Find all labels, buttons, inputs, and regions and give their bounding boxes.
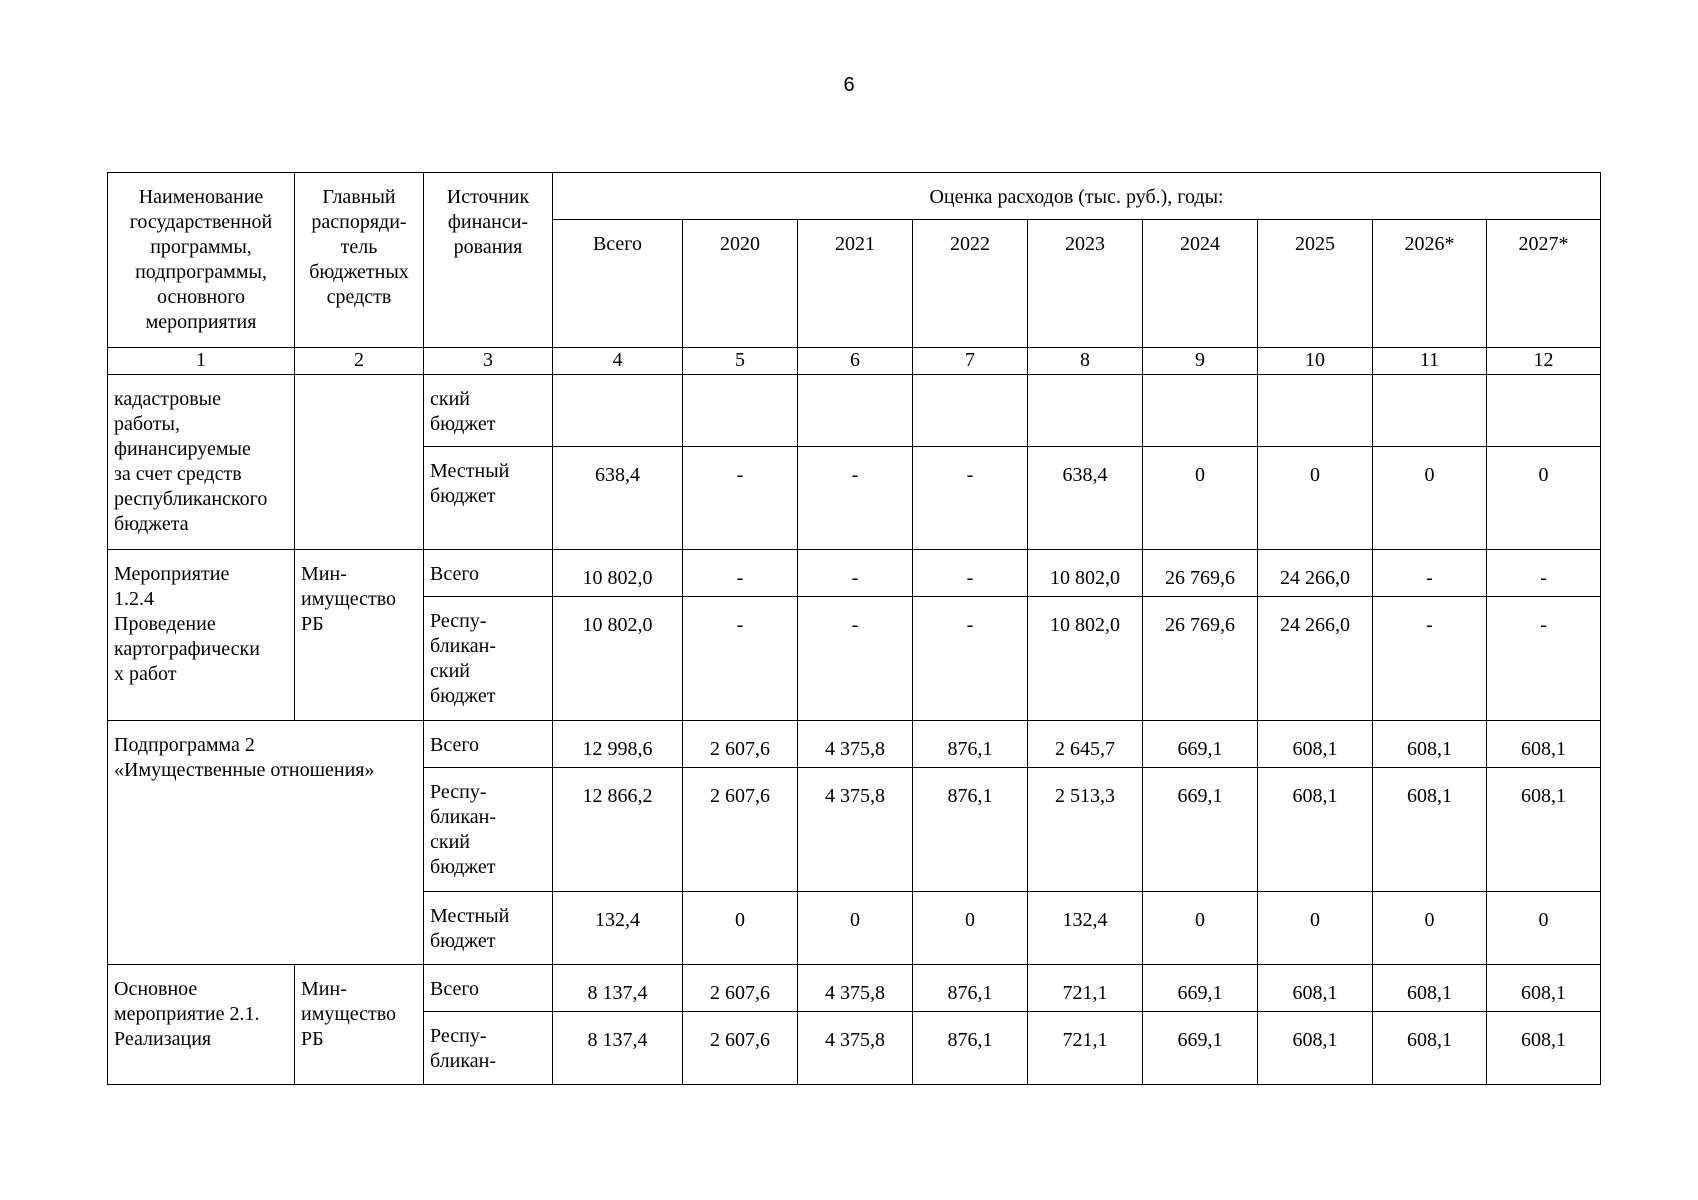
row-administrator: Мин- имущество РБ bbox=[295, 550, 424, 721]
column-number: 9 bbox=[1143, 348, 1258, 375]
table-row bbox=[108, 965, 1601, 1012]
cell-value: 669,1 bbox=[1143, 965, 1258, 1012]
cell-value: 10 802,0 bbox=[1028, 597, 1143, 721]
cell-value: - bbox=[798, 447, 913, 550]
cell-value: - bbox=[798, 550, 913, 597]
cell-value: 4 375,8 bbox=[798, 1012, 913, 1085]
page-number: 6 bbox=[843, 74, 855, 96]
cell-value: 608,1 bbox=[1258, 1012, 1373, 1085]
row-name: кадастровые работы, финансируемые за счет средств республиканского бюджета bbox=[108, 375, 295, 550]
column-number: 2 bbox=[295, 348, 424, 375]
cell-value: 876,1 bbox=[913, 1012, 1028, 1085]
cell-value: 0 bbox=[1143, 892, 1258, 965]
cell-value: 4 375,8 bbox=[798, 965, 913, 1012]
row-administrator bbox=[295, 375, 424, 550]
row-name: Мероприятие 1.2.4 Проведение картографически х работ bbox=[108, 550, 295, 721]
cell-value: - bbox=[913, 597, 1028, 721]
cell-value: 26 769,6 bbox=[1143, 550, 1258, 597]
cell-value: 608,1 bbox=[1487, 768, 1601, 892]
cell-value: 608,1 bbox=[1373, 1012, 1487, 1085]
header-year: 2023 bbox=[1028, 220, 1143, 348]
cell-value bbox=[798, 375, 913, 447]
row-source: Местный бюджет bbox=[424, 447, 553, 550]
cell-value: 876,1 bbox=[913, 965, 1028, 1012]
row-source: Респу- бликан- bbox=[424, 1012, 553, 1085]
header-year: 2020 bbox=[683, 220, 798, 348]
cell-value: 876,1 bbox=[913, 768, 1028, 892]
cell-value: 608,1 bbox=[1487, 721, 1601, 768]
cell-value: - bbox=[1373, 597, 1487, 721]
cell-value: 2 513,3 bbox=[1028, 768, 1143, 892]
cell-value: 132,4 bbox=[553, 892, 683, 965]
cell-value: 608,1 bbox=[1258, 965, 1373, 1012]
cell-value: 0 bbox=[1258, 447, 1373, 550]
cell-value: 10 802,0 bbox=[553, 550, 683, 597]
cell-value: 608,1 bbox=[1487, 965, 1601, 1012]
cell-value: - bbox=[1487, 550, 1601, 597]
cell-value: 608,1 bbox=[1373, 965, 1487, 1012]
cell-value: 608,1 bbox=[1258, 768, 1373, 892]
column-number: 12 bbox=[1487, 348, 1601, 375]
cell-value: 0 bbox=[1487, 892, 1601, 965]
cell-value: - bbox=[683, 447, 798, 550]
cell-value: 0 bbox=[913, 892, 1028, 965]
cell-value: 10 802,0 bbox=[1028, 550, 1143, 597]
column-number: 1 bbox=[108, 348, 295, 375]
column-number: 4 bbox=[553, 348, 683, 375]
cell-value bbox=[1373, 375, 1487, 447]
table-row bbox=[108, 550, 1601, 597]
cell-value bbox=[1143, 375, 1258, 447]
column-numbers-row bbox=[108, 348, 1601, 375]
row-source: Всего bbox=[424, 550, 553, 597]
cell-value: - bbox=[1373, 550, 1487, 597]
cell-value: 2 607,6 bbox=[683, 965, 798, 1012]
cell-value bbox=[683, 375, 798, 447]
cell-value: 721,1 bbox=[1028, 1012, 1143, 1085]
cell-value: 608,1 bbox=[1258, 721, 1373, 768]
column-number: 8 bbox=[1028, 348, 1143, 375]
cell-value: 10 802,0 bbox=[553, 597, 683, 721]
row-source: Респу- бликан- ский бюджет bbox=[424, 768, 553, 892]
cell-value: 26 769,6 bbox=[1143, 597, 1258, 721]
cell-value: 669,1 bbox=[1143, 768, 1258, 892]
cell-value bbox=[553, 375, 683, 447]
cell-value: 12 866,2 bbox=[553, 768, 683, 892]
column-number: 11 bbox=[1373, 348, 1487, 375]
cell-value: - bbox=[913, 447, 1028, 550]
row-source: Всего bbox=[424, 965, 553, 1012]
cell-value: 24 266,0 bbox=[1258, 597, 1373, 721]
row-source: Респу- бликан- ский бюджет bbox=[424, 597, 553, 721]
header-total: Всего bbox=[553, 220, 683, 348]
cell-value: 638,4 bbox=[1028, 447, 1143, 550]
cell-value: 0 bbox=[1258, 892, 1373, 965]
table-row bbox=[108, 721, 1601, 768]
cell-value: 0 bbox=[683, 892, 798, 965]
row-source: ский бюджет bbox=[424, 375, 553, 447]
cell-value: 8 137,4 bbox=[553, 1012, 683, 1085]
row-name: Основное мероприятие 2.1. Реализация bbox=[108, 965, 295, 1085]
cell-value: 669,1 bbox=[1143, 721, 1258, 768]
cell-value: 2 645,7 bbox=[1028, 721, 1143, 768]
cell-value: - bbox=[798, 597, 913, 721]
cell-value: 2 607,6 bbox=[683, 768, 798, 892]
header-funding-source: Источник финанси- рования bbox=[424, 173, 553, 348]
cell-value: 2 607,6 bbox=[683, 1012, 798, 1085]
row-source: Местный бюджет bbox=[424, 892, 553, 965]
header-year: 2021 bbox=[798, 220, 913, 348]
cell-value: 0 bbox=[798, 892, 913, 965]
cell-value: 876,1 bbox=[913, 721, 1028, 768]
row-source: Всего bbox=[424, 721, 553, 768]
header-year: 2027* bbox=[1487, 220, 1601, 348]
cell-value: 0 bbox=[1373, 892, 1487, 965]
header-year: 2026* bbox=[1373, 220, 1487, 348]
cell-value: - bbox=[913, 550, 1028, 597]
cell-value: 8 137,4 bbox=[553, 965, 683, 1012]
cell-value: 132,4 bbox=[1028, 892, 1143, 965]
cell-value: 721,1 bbox=[1028, 965, 1143, 1012]
column-number: 6 bbox=[798, 348, 913, 375]
column-number: 10 bbox=[1258, 348, 1373, 375]
budget-table bbox=[107, 172, 1601, 1085]
header-year: 2022 bbox=[913, 220, 1028, 348]
header-administrator: Главный распоряди- тель бюджетных средств bbox=[295, 173, 424, 348]
cell-value: 608,1 bbox=[1373, 721, 1487, 768]
cell-value: 669,1 bbox=[1143, 1012, 1258, 1085]
cell-value: 12 998,6 bbox=[553, 721, 683, 768]
cell-value bbox=[913, 375, 1028, 447]
row-administrator: Мин- имущество РБ bbox=[295, 965, 424, 1085]
row-name: Подпрограмма 2 «Имущественные отношения» bbox=[108, 721, 424, 965]
cell-value: 0 bbox=[1373, 447, 1487, 550]
cell-value: 608,1 bbox=[1487, 1012, 1601, 1085]
cell-value: 0 bbox=[1143, 447, 1258, 550]
cell-value: 638,4 bbox=[553, 447, 683, 550]
cell-value: - bbox=[683, 550, 798, 597]
cell-value bbox=[1258, 375, 1373, 447]
cell-value: 0 bbox=[1487, 447, 1601, 550]
cell-value: 2 607,6 bbox=[683, 721, 798, 768]
header-year: 2024 bbox=[1143, 220, 1258, 348]
column-number: 5 bbox=[683, 348, 798, 375]
cell-value: 4 375,8 bbox=[798, 721, 913, 768]
column-number: 7 bbox=[913, 348, 1028, 375]
cell-value: 608,1 bbox=[1373, 768, 1487, 892]
header-program-name: Наименование государственной программы, подпрограммы, основного мероприятия bbox=[108, 173, 295, 348]
table-row bbox=[108, 375, 1601, 447]
cell-value: 24 266,0 bbox=[1258, 550, 1373, 597]
cell-value: - bbox=[1487, 597, 1601, 721]
cell-value bbox=[1487, 375, 1601, 447]
cell-value: 4 375,8 bbox=[798, 768, 913, 892]
column-number: 3 bbox=[424, 348, 553, 375]
header-expenses: Оценка расходов (тыс. руб.), годы: bbox=[553, 173, 1601, 220]
header-year: 2025 bbox=[1258, 220, 1373, 348]
cell-value: - bbox=[683, 597, 798, 721]
cell-value bbox=[1028, 375, 1143, 447]
